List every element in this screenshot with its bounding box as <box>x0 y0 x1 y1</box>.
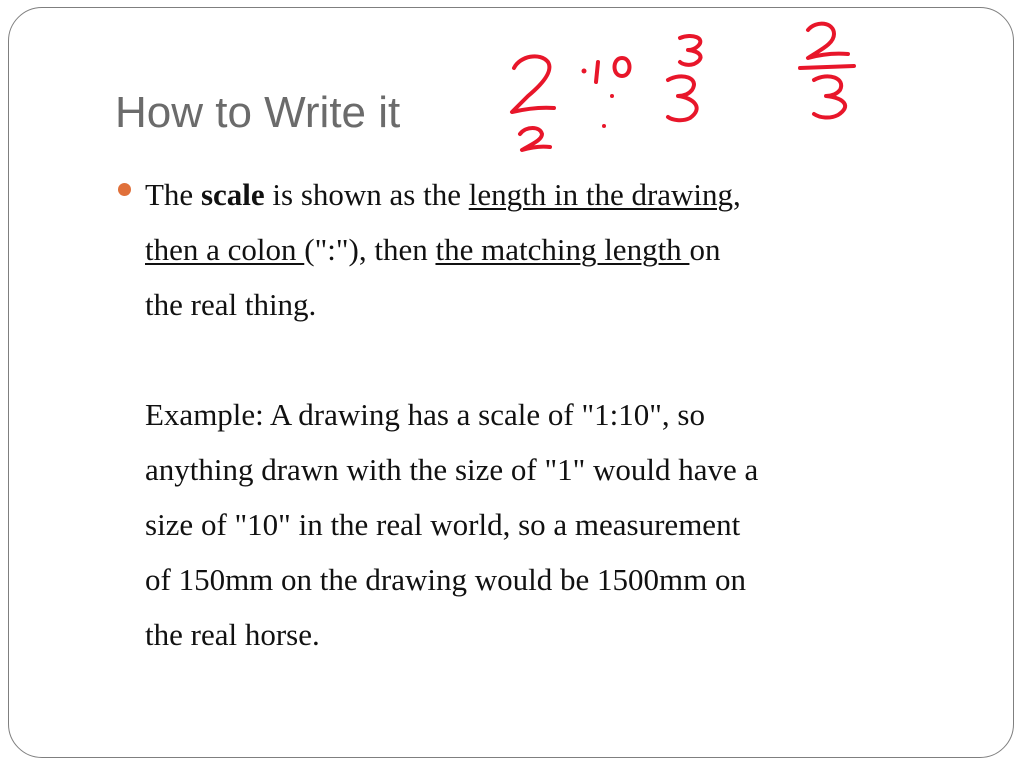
underlined-matching-length: the matching length <box>435 232 690 267</box>
example-line-4: of 150mm on the drawing would be 1500mm on <box>145 562 746 597</box>
underlined-length-in-drawing: length in the drawing <box>468 177 734 212</box>
example-line-1: Example: A drawing has a scale of "1:10", so <box>145 397 705 432</box>
example-line-5: the real horse. <box>145 617 320 652</box>
paragraph-gap <box>145 332 965 387</box>
bullet-line-3: the real thing. <box>145 287 317 322</box>
bullet-body <box>145 167 965 662</box>
text-span: , <box>733 177 741 212</box>
bullet-line-2 <box>145 222 965 277</box>
example-line-3: size of "10" in the real world, so a measurement <box>145 507 741 542</box>
bullet-dot-icon <box>118 183 131 196</box>
text-span: (":"), then <box>304 232 436 267</box>
underlined-then-a-colon: then a colon <box>145 232 305 267</box>
scale-word: scale <box>200 177 265 212</box>
slide-title: How to Write it <box>115 88 401 137</box>
text-span: The <box>145 177 201 212</box>
bullet-line-1 <box>145 167 965 222</box>
text-span: on <box>689 232 721 267</box>
text-span: is shown as the <box>264 177 469 212</box>
example-line-2: anything drawn with the size of "1" would have a <box>145 452 759 487</box>
